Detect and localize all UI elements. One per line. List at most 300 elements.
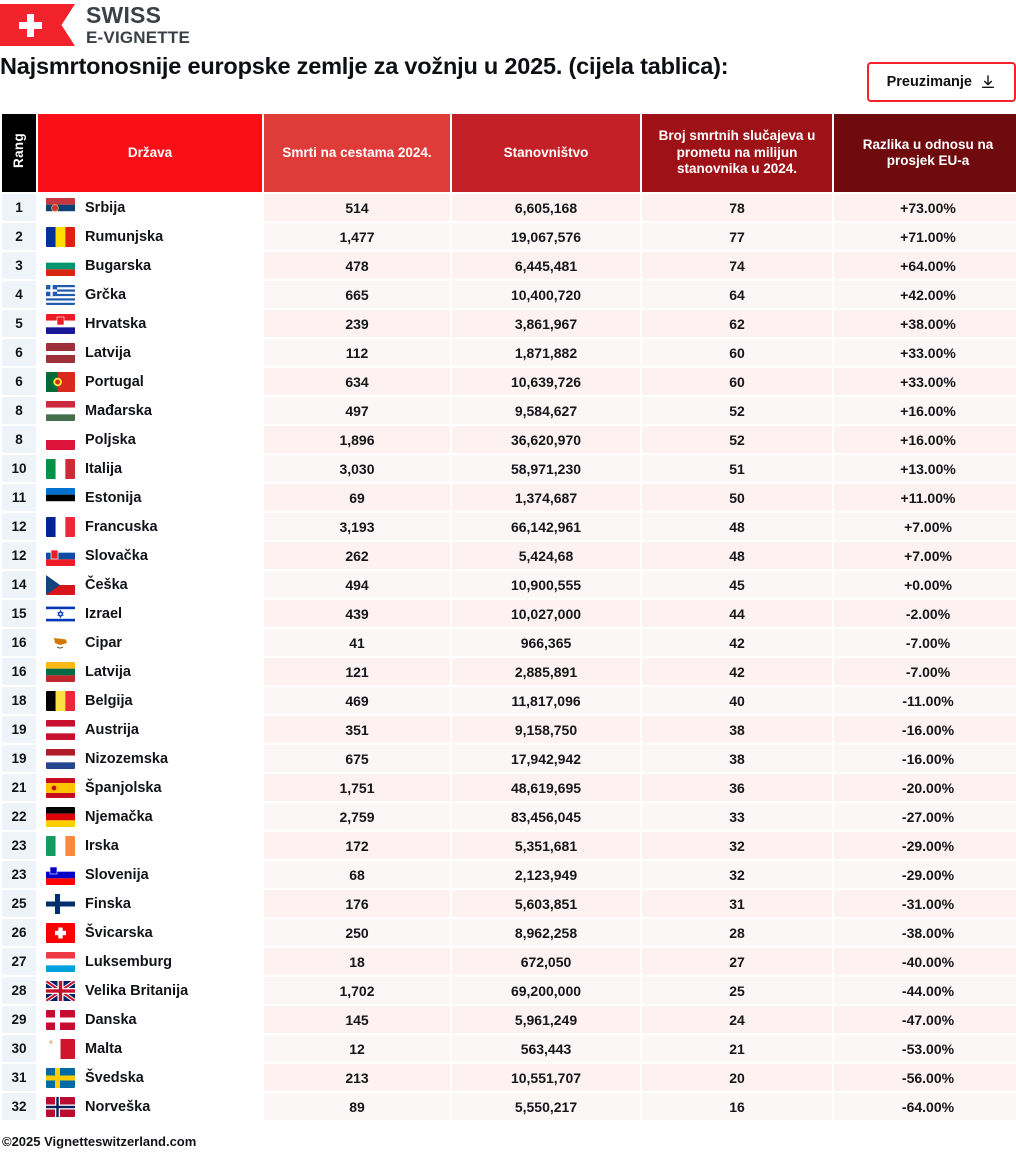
table-row [2,223,1016,250]
cell-road-deaths: 121 [264,658,450,685]
country-name: Bugarska [85,257,152,274]
table-row [2,919,1016,946]
cell-rank: 4 [2,281,36,308]
flag-icon-nl [46,749,75,769]
flag-icon-cy [46,633,75,653]
table-row [2,658,1016,685]
cell-population: 2,123,949 [452,861,640,888]
cell-population: 563,443 [452,1035,640,1062]
country-inner [46,575,258,595]
cell-rank: 27 [2,948,36,975]
cell-road-deaths: 351 [264,716,450,743]
cell-rank: 16 [2,658,36,685]
flag-icon-lu [46,952,75,972]
country-name: Estonija [85,489,142,506]
flag-icon-fi [46,894,75,914]
cell-rank: 25 [2,890,36,917]
country-inner [46,256,258,276]
cell-population: 66,142,961 [452,513,640,540]
country-inner [46,1068,258,1088]
cell-deaths-per-million: 42 [642,629,832,656]
country-name: Portugal [85,373,144,390]
cell-population: 3,861,967 [452,310,640,337]
cell-population: 672,050 [452,948,640,975]
cell-population: 6,445,481 [452,252,640,279]
cell-deaths-per-million: 38 [642,745,832,772]
cell-country [38,281,262,308]
cell-country [38,832,262,859]
cell-eu-average-difference: +64.00% [834,252,1016,279]
cell-road-deaths: 112 [264,339,450,366]
flag-icon-rs [46,198,75,218]
cell-road-deaths: 213 [264,1064,450,1091]
cell-population: 10,551,707 [452,1064,640,1091]
cell-deaths-per-million: 50 [642,484,832,511]
cell-road-deaths: 478 [264,252,450,279]
cell-rank: 16 [2,629,36,656]
table-row [2,513,1016,540]
cell-population: 10,027,000 [452,600,640,627]
country-name: Izrael [85,605,123,622]
cell-eu-average-difference: -47.00% [834,1006,1016,1033]
cell-road-deaths: 3,193 [264,513,450,540]
cell-country [38,223,262,250]
cell-rank: 32 [2,1093,36,1120]
column-header-rank-label: Rang [10,133,26,169]
cell-eu-average-difference: -44.00% [834,977,1016,1004]
country-inner [46,546,258,566]
cell-deaths-per-million: 51 [642,455,832,482]
flag-icon-pl [46,430,75,450]
country-inner [46,488,258,508]
country-name: Belgija [85,692,133,709]
flag-icon-il [46,604,75,624]
cell-road-deaths: 1,751 [264,774,450,801]
country-inner [46,604,258,624]
cell-country [38,542,262,569]
country-inner [46,807,258,827]
country-inner [46,923,258,943]
cell-road-deaths: 514 [264,194,450,221]
cell-eu-average-difference: +11.00% [834,484,1016,511]
country-name: Španjolska [85,779,162,796]
cell-deaths-per-million: 24 [642,1006,832,1033]
country-name: Francuska [85,518,158,535]
country-name: Švedska [85,1069,144,1086]
cell-rank: 5 [2,310,36,337]
cell-country [38,484,262,511]
cell-rank: 10 [2,455,36,482]
country-inner [46,1010,258,1030]
cell-eu-average-difference: +7.00% [834,542,1016,569]
cell-population: 69,200,000 [452,977,640,1004]
cell-country [38,745,262,772]
cell-deaths-per-million: 52 [642,397,832,424]
cell-road-deaths: 1,477 [264,223,450,250]
brand-line-1: SWISS [86,2,162,28]
country-name: Malta [85,1040,123,1057]
cell-rank: 21 [2,774,36,801]
country-inner [46,285,258,305]
table-row [2,455,1016,482]
cell-road-deaths: 1,702 [264,977,450,1004]
cell-rank: 29 [2,1006,36,1033]
cell-country [38,310,262,337]
flag-icon-fr [46,517,75,537]
cell-population: 5,603,851 [452,890,640,917]
flag-icon-hr [46,314,75,334]
cell-deaths-per-million: 48 [642,513,832,540]
column-header-deaths-per-million: Broj smrtnih slučajeva u prometu na milijun stanovnika u 2024. [642,114,832,192]
column-header-rank [2,114,36,192]
country-inner [46,720,258,740]
country-inner [46,430,258,450]
cell-eu-average-difference: -16.00% [834,745,1016,772]
flag-icon-it [46,459,75,479]
flag-icon-pt [46,372,75,392]
cell-rank: 22 [2,803,36,830]
table-head [2,114,1016,192]
cell-country [38,803,262,830]
cell-eu-average-difference: -27.00% [834,803,1016,830]
cell-deaths-per-million: 48 [642,542,832,569]
cell-eu-average-difference: -29.00% [834,832,1016,859]
cell-population: 48,619,695 [452,774,640,801]
cell-rank: 26 [2,919,36,946]
cell-eu-average-difference: +33.00% [834,368,1016,395]
cell-population: 10,639,726 [452,368,640,395]
cell-population: 6,605,168 [452,194,640,221]
flag-icon-es [46,778,75,798]
cell-deaths-per-million: 16 [642,1093,832,1120]
cell-rank: 8 [2,426,36,453]
table-row [2,194,1016,221]
cell-rank: 8 [2,397,36,424]
country-name: Velika Britanija [85,982,189,999]
country-inner [46,749,258,769]
cell-rank: 15 [2,600,36,627]
cell-population: 1,374,687 [452,484,640,511]
table-row [2,426,1016,453]
cell-country [38,774,262,801]
flag-icon-dk [46,1010,75,1030]
table-row [2,1006,1016,1033]
cell-road-deaths: 665 [264,281,450,308]
cell-country [38,426,262,453]
cell-population: 83,456,045 [452,803,640,830]
cell-road-deaths: 250 [264,919,450,946]
download-button[interactable] [867,62,1016,102]
cell-road-deaths: 176 [264,890,450,917]
cell-eu-average-difference: -7.00% [834,629,1016,656]
cell-road-deaths: 89 [264,1093,450,1120]
cell-road-deaths: 634 [264,368,450,395]
country-name: Slovenija [85,866,149,883]
cell-eu-average-difference: -2.00% [834,600,1016,627]
country-inner [46,198,258,218]
cell-country [38,1093,262,1120]
cell-population: 58,971,230 [452,455,640,482]
cell-population: 1,871,882 [452,339,640,366]
cell-population: 8,962,258 [452,919,640,946]
cell-road-deaths: 675 [264,745,450,772]
cell-rank: 12 [2,513,36,540]
table-row [2,629,1016,656]
cell-country [38,513,262,540]
country-inner [46,691,258,711]
cell-road-deaths: 1,896 [264,426,450,453]
country-inner [46,459,258,479]
cell-deaths-per-million: 45 [642,571,832,598]
cell-deaths-per-million: 42 [642,658,832,685]
cell-country [38,339,262,366]
cell-eu-average-difference: -16.00% [834,716,1016,743]
flag-icon-ie [46,836,75,856]
country-name: Grčka [85,286,127,303]
download-icon [980,74,996,90]
cell-eu-average-difference: -56.00% [834,1064,1016,1091]
cell-eu-average-difference: -64.00% [834,1093,1016,1120]
country-inner [46,952,258,972]
flag-icon-sk [46,546,75,566]
cell-road-deaths: 239 [264,310,450,337]
country-name: Švicarska [85,924,153,941]
country-inner [46,1039,258,1059]
table-row [2,832,1016,859]
country-inner [46,778,258,798]
cell-population: 5,550,217 [452,1093,640,1120]
country-inner [46,894,258,914]
table-row [2,890,1016,917]
cell-deaths-per-million: 33 [642,803,832,830]
cell-eu-average-difference: +38.00% [834,310,1016,337]
cell-country [38,919,262,946]
cell-deaths-per-million: 36 [642,774,832,801]
cell-road-deaths: 69 [264,484,450,511]
country-name: Srbija [85,199,126,216]
deadliest-countries-table [0,112,1016,1122]
cell-deaths-per-million: 32 [642,832,832,859]
country-name: Nizozemska [85,750,169,767]
table-row [2,948,1016,975]
brand-logo [0,0,1016,46]
cell-eu-average-difference: -53.00% [834,1035,1016,1062]
cell-population: 9,158,750 [452,716,640,743]
cell-eu-average-difference: +33.00% [834,339,1016,366]
table-row [2,1064,1016,1091]
flag-icon-cz [46,575,75,595]
cell-rank: 11 [2,484,36,511]
title-row [0,46,1016,112]
cell-rank: 19 [2,745,36,772]
cell-rank: 14 [2,571,36,598]
cell-country [38,368,262,395]
cell-deaths-per-million: 74 [642,252,832,279]
cell-road-deaths: 262 [264,542,450,569]
country-inner [46,372,258,392]
cell-deaths-per-million: 27 [642,948,832,975]
cell-country [38,1035,262,1062]
cell-population: 9,584,627 [452,397,640,424]
country-name: Italija [85,460,123,477]
cell-eu-average-difference: +73.00% [834,194,1016,221]
cell-deaths-per-million: 20 [642,1064,832,1091]
cell-road-deaths: 172 [264,832,450,859]
table-row [2,745,1016,772]
table-row [2,484,1016,511]
cell-eu-average-difference: -7.00% [834,658,1016,685]
cell-country [38,861,262,888]
cell-eu-average-difference: -29.00% [834,861,1016,888]
cell-country [38,455,262,482]
column-header-country: Država [38,114,262,192]
cell-road-deaths: 41 [264,629,450,656]
cell-country [38,629,262,656]
table-row [2,368,1016,395]
cell-population: 5,961,249 [452,1006,640,1033]
download-button-label: Preuzimanje [886,74,972,90]
country-inner [46,227,258,247]
cell-deaths-per-million: 31 [642,890,832,917]
country-name: Danska [85,1011,137,1028]
cell-country [38,194,262,221]
country-name: Latvija [85,344,131,361]
flag-icon-se [46,1068,75,1088]
cell-rank: 2 [2,223,36,250]
cell-rank: 19 [2,716,36,743]
cell-road-deaths: 494 [264,571,450,598]
flag-icon-mt [46,1039,75,1059]
country-name: Finska [85,895,131,912]
cell-rank: 1 [2,194,36,221]
cell-road-deaths: 68 [264,861,450,888]
country-name: Austrija [85,721,139,738]
table-header-row [2,114,1016,192]
footer-copyright: ©2025 Vignetteswitzerland.com [2,1134,197,1149]
cell-population: 11,817,096 [452,687,640,714]
cell-rank: 23 [2,861,36,888]
cell-country [38,1006,262,1033]
table-row [2,716,1016,743]
cell-eu-average-difference: +13.00% [834,455,1016,482]
flag-icon-hu [46,401,75,421]
table-row [2,542,1016,569]
country-name: Luksemburg [85,953,173,970]
flag-icon-ch [46,923,75,943]
cell-deaths-per-million: 62 [642,310,832,337]
cell-population: 2,885,891 [452,658,640,685]
cell-country [38,600,262,627]
cell-eu-average-difference: +71.00% [834,223,1016,250]
cell-country [38,890,262,917]
cell-population: 966,365 [452,629,640,656]
country-inner [46,314,258,334]
table-row [2,977,1016,1004]
country-inner [46,981,258,1001]
cell-eu-average-difference: -31.00% [834,890,1016,917]
cell-deaths-per-million: 25 [642,977,832,1004]
cell-population: 5,424,68 [452,542,640,569]
cell-country [38,252,262,279]
flag-icon-gr [46,285,75,305]
country-name: Njemačka [85,808,153,825]
cell-rank: 23 [2,832,36,859]
country-name: Hrvatska [85,315,147,332]
cell-rank: 6 [2,368,36,395]
cell-country [38,687,262,714]
brand-wordmark [86,4,190,46]
cell-deaths-per-million: 64 [642,281,832,308]
table-row [2,687,1016,714]
column-header-road-deaths: Smrti na cestama 2024. [264,114,450,192]
cell-country [38,571,262,598]
column-header-eu-average-difference: Razlika u odnosu na prosjek EU-a [834,114,1016,192]
cell-population: 10,900,555 [452,571,640,598]
flag-icon-si [46,865,75,885]
table-body [2,194,1016,1120]
cell-deaths-per-million: 38 [642,716,832,743]
cell-eu-average-difference: -40.00% [834,948,1016,975]
flag-icon-ro [46,227,75,247]
cell-deaths-per-million: 78 [642,194,832,221]
cell-rank: 18 [2,687,36,714]
country-name: Norveška [85,1098,151,1115]
cell-rank: 30 [2,1035,36,1062]
country-name: Poljska [85,431,136,448]
cell-eu-average-difference: +16.00% [834,426,1016,453]
cell-country [38,948,262,975]
cell-eu-average-difference: +7.00% [834,513,1016,540]
country-inner [46,343,258,363]
table-row [2,861,1016,888]
flag-icon-lt [46,662,75,682]
cell-road-deaths: 497 [264,397,450,424]
cell-population: 36,620,970 [452,426,640,453]
table-row [2,803,1016,830]
country-inner [46,1097,258,1117]
country-inner [46,401,258,421]
cell-country [38,716,262,743]
cell-rank: 28 [2,977,36,1004]
cell-deaths-per-million: 21 [642,1035,832,1062]
flag-icon-de [46,807,75,827]
country-name: Irska [85,837,119,854]
swiss-cross-icon [18,13,43,38]
country-inner [46,865,258,885]
cell-road-deaths: 439 [264,600,450,627]
cell-population: 17,942,942 [452,745,640,772]
country-inner [46,662,258,682]
cell-deaths-per-million: 28 [642,919,832,946]
cell-population: 10,400,720 [452,281,640,308]
country-inner [46,517,258,537]
country-inner [46,836,258,856]
swiss-flag-icon [0,4,75,46]
cell-deaths-per-million: 32 [642,861,832,888]
table-row [2,600,1016,627]
brand-line-2: E-VIGNETTE [86,28,191,47]
cell-country [38,1064,262,1091]
cell-eu-average-difference: +42.00% [834,281,1016,308]
cell-eu-average-difference: +16.00% [834,397,1016,424]
cell-rank: 31 [2,1064,36,1091]
flag-icon-gb [46,981,75,1001]
country-name: Mađarska [85,402,152,419]
table-row [2,397,1016,424]
cell-population: 5,351,681 [452,832,640,859]
country-inner [46,633,258,653]
cell-country [38,977,262,1004]
